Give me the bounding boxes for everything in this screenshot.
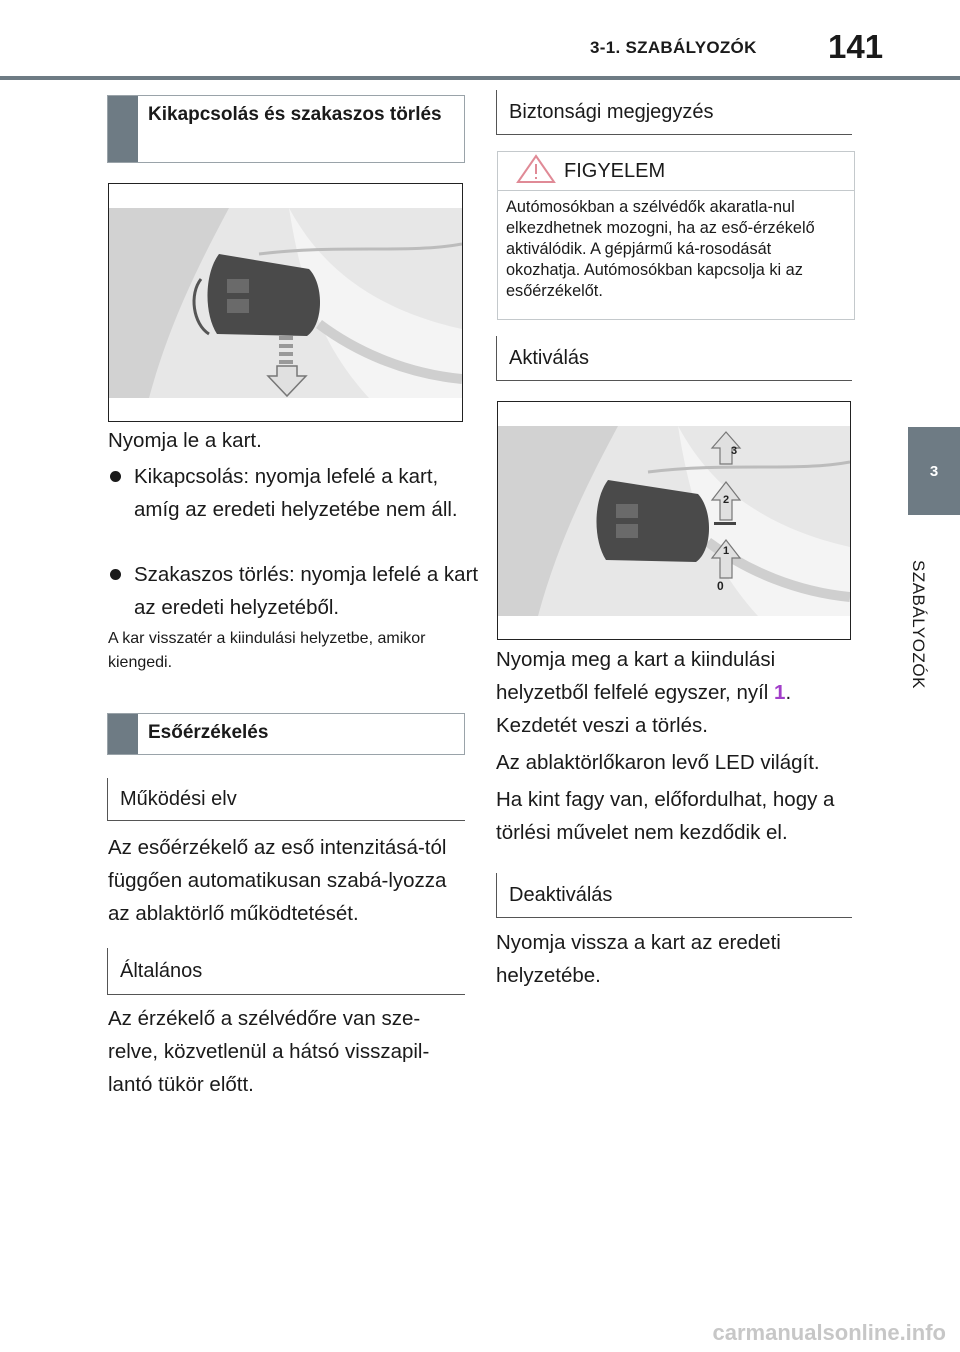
heading-text: Kikapcsolás és szakaszos törlés [148,104,442,125]
heading-kikapcsolas [107,95,465,163]
warning-header [498,152,854,191]
principle-text: Az esőérzékelő az eső intenzitásá-tól függően automatikusan szabá-lyozza az ablaktörlő működtetését. [108,836,447,925]
lever-figure-up [497,401,851,640]
subheading-aktivalas: Aktiválás [496,336,852,381]
position-1-label: 1 [723,545,730,557]
wiping-starts-text: Kezdetét veszi a törlés. [496,714,708,737]
chapter-tab[interactable] [908,427,960,515]
bullet-text: Kikapcsolás: nyomja lefelé a kart, amíg az eredeti helyzetébe nem áll. [134,465,458,521]
subheading-biztonsagi: Biztonsági megjegyzés [496,90,852,135]
warning-title: FIGYELEM [564,159,666,182]
bullet-dot [110,569,121,580]
bullet-intermittent [108,558,484,624]
activate-text: Nyomja meg a kart a kiindulási helyzetből felfelé egyszer, nyíl 1. [496,648,792,704]
arrow-number: 1 [774,681,786,704]
heading-esoerzekeles [107,713,465,755]
fig1-caption: Nyomja le a kart. [108,429,262,452]
bullet-text: Szakaszos törlés: nyomja lefelé a kart az eredeti helyzetéből. [134,563,479,619]
chapter-number: 3 [929,462,939,480]
watermark: carmanualsonline.info [712,1320,946,1345]
page-number: 141 [828,28,884,65]
position-2-label: 2 [723,494,730,506]
led-text: Az ablaktörlőkaron levő LED világít. [496,751,820,774]
warning-box [497,151,855,320]
warning-triangle-icon [516,154,556,189]
heading-text: Esőérzékelés [148,722,269,743]
section-title: 3-1. SZABÁLYOZÓK [590,38,757,57]
warning-text: Autómosókban a szélvédők akaratla-nul elkezdhetnek mozogni, ha az eső-érzékelő aktiválódik. A gépjármű ká-rosodását okozhatja. Autómosókban kapcsolja ki az esőérzékelőt. [506,198,815,300]
header-rule [0,76,960,80]
chapter-label: SZABÁLYOZÓK [909,560,928,689]
general-text: Az érzékelő a szélvédőre van sze-relve, közvetlenül a hátsó visszapil-lantó tükör előtt. [108,1007,430,1096]
subheading-deaktivalas: Deaktiválás [496,873,852,918]
subheading-mukodesi-elv: Működési elv [107,778,465,821]
subheading-altalanos: Általános [107,948,465,995]
bullet-dot [110,471,121,482]
frost-text: Ha kint fagy van, előfordulhat, hogy a törlési művelet nem kezdődik el. [496,788,835,844]
deactivate-text: Nyomja vissza a kart az eredeti helyzetébe. [496,931,781,987]
lever-figure-down [108,183,463,422]
position-0-label: 0 [717,579,724,593]
position-3-label: 3 [731,445,738,457]
lever-note: A kar visszatér a kiindulási helyzetbe, amikor kiengedi. [108,630,426,671]
bullet-off [108,460,484,526]
